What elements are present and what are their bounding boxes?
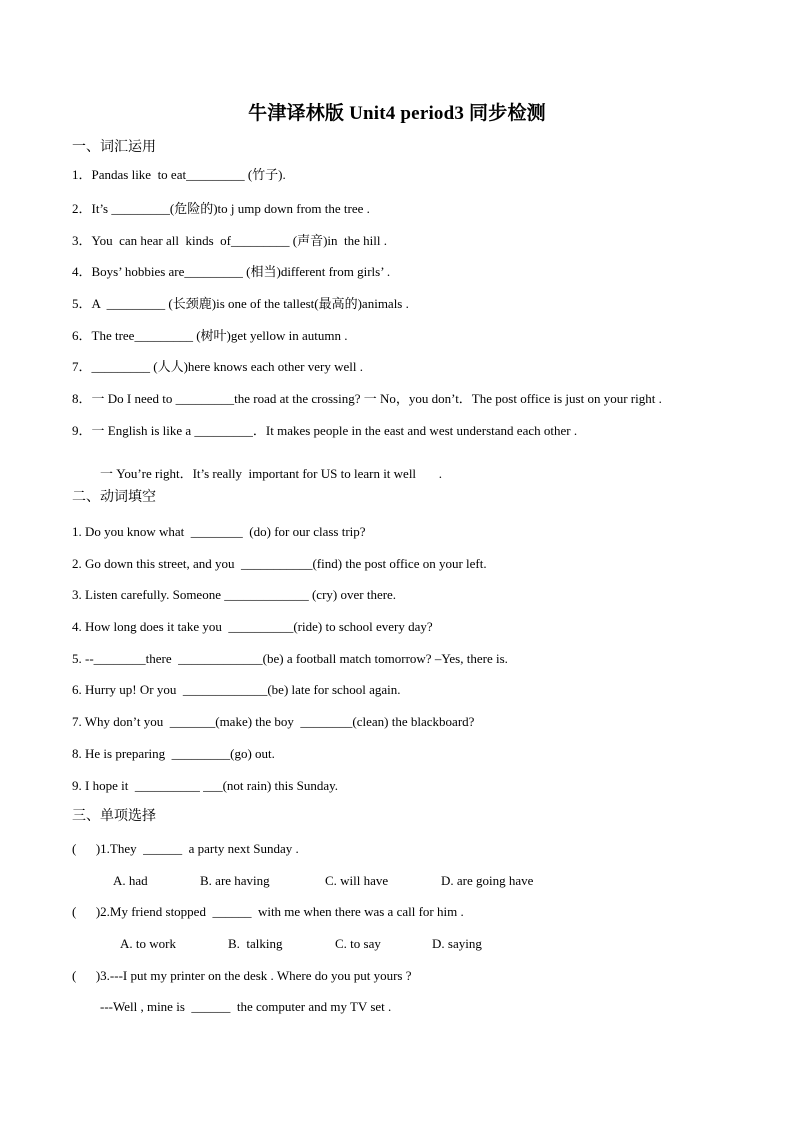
page-title: 牛津译林版 Unit4 period3 同步检测 — [248, 103, 546, 124]
verb-question-4: 4. How long does it take you __________(ride) to school every day? — [72, 619, 433, 634]
choice-2-option-b: B. talking — [228, 936, 283, 951]
vocab-question-8: 8．一 Do I need to _________the road at the crossing? 一 No，you don’t．The post office is just on your right . — [72, 391, 662, 406]
vocab-question-1: 1．Pandas like to eat_________ (竹子). — [72, 167, 286, 182]
verb-question-6: 6. Hurry up! Or you _____________(be) late for school again. — [72, 682, 401, 697]
verb-question-9: 9. I hope it __________ ___(not rain) this Sunday. — [72, 778, 338, 793]
verb-question-5: 5. --________there _____________(be) a football match tomorrow? –Yes, there is. — [72, 651, 508, 666]
section-heading-verbs: 二、动词填空 — [72, 490, 156, 505]
vocab-question-2: 2．It’s _________(危险的)to j ump down from the tree . — [72, 201, 370, 216]
choice-1-option-d: D. are going have — [441, 873, 534, 888]
choice-2-option-d: D. saying — [432, 936, 482, 951]
verb-question-8: 8. He is preparing _________(go) out. — [72, 746, 275, 761]
verb-question-2: 2. Go down this street, and you ___________(find) the post office on your left. — [72, 556, 487, 571]
vocab-question-7: 7．_________ (人人)here knows each other very well . — [72, 359, 363, 374]
vocab-question-4: 4．Boys’ hobbies are_________ (相当)different from girls’ . — [72, 264, 391, 279]
verb-question-1: 1. Do you know what ________ (do) for our class trip? — [72, 524, 366, 539]
vocab-question-6: 6．The tree_________ (树叶)get yellow in autumn . — [72, 328, 348, 343]
vocab-question-5: 5．A _________ (长颈鹿)is one of the tallest(最高的)animals . — [72, 296, 409, 311]
choice-1-option-c: C. will have — [325, 873, 389, 888]
vocab-question-3: 3．You can hear all kinds of_________ (声音)in the hill . — [72, 233, 387, 248]
vocab-question-9-reply: 一 You’re right．It’s really important for US to learn it well . — [100, 466, 443, 481]
section-heading-choice: 三、单项选择 — [72, 809, 156, 824]
choice-question-1: ( )1.They ______ a party next Sunday . — [72, 841, 299, 856]
section-heading-vocabulary: 一、词汇运用 — [72, 140, 156, 155]
verb-question-3: 3. Listen carefully. Someone _____________ (cry) over there. — [72, 587, 397, 602]
choice-1-option-a: A. had — [113, 873, 148, 888]
choice-1-option-b: B. are having — [200, 873, 270, 888]
choice-2-option-a: A. to work — [120, 936, 176, 951]
verb-question-7: 7. Why don’t you _______(make) the boy ________(clean) the blackboard? — [72, 714, 475, 729]
choice-2-option-c: C. to say — [335, 936, 381, 951]
choice-question-3-reply: ---Well , mine is ______ the computer and my TV set . — [100, 999, 392, 1014]
vocab-question-9: 9．一 English is like a _________．It makes people in the east and west understand each other . — [72, 423, 578, 438]
choice-question-2: ( )2.My friend stopped ______ with me when there was a call for him . — [72, 904, 464, 919]
choice-question-3: ( )3.---I put my printer on the desk . Where do you put yours ? — [72, 968, 412, 983]
